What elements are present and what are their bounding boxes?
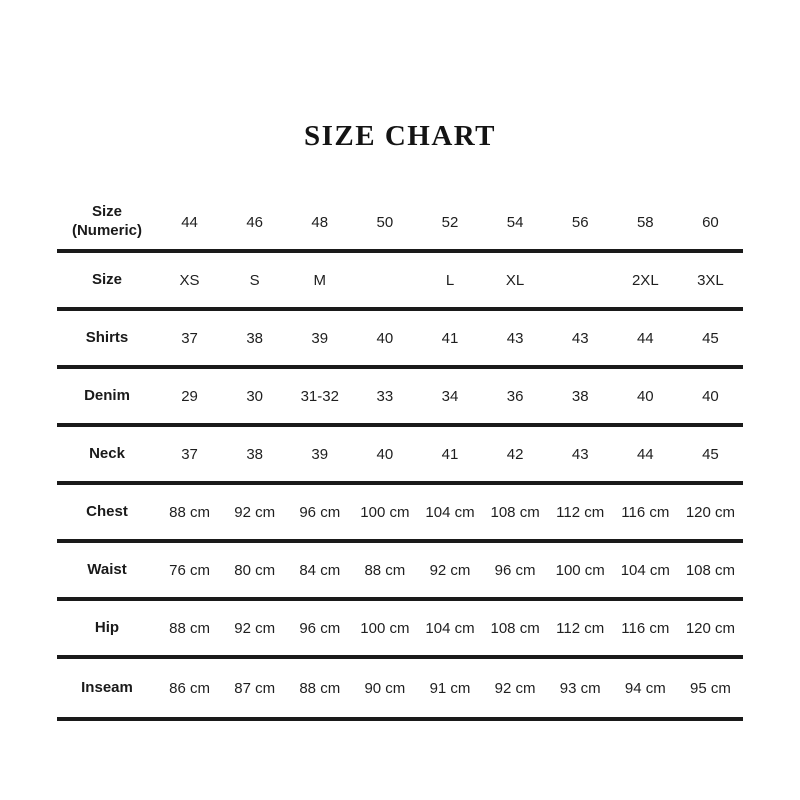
page-title: SIZE CHART <box>303 120 497 152</box>
table-row <box>57 369 743 427</box>
row-label: Inseam <box>81 678 133 696</box>
table-cell: 36 <box>506 387 524 405</box>
table-cell: 43 <box>506 329 524 347</box>
table-cell: 3XL <box>697 271 724 289</box>
table-cell: 38 <box>246 329 263 347</box>
table-row <box>57 543 743 601</box>
table-cell: 104 cm <box>425 503 475 521</box>
table-cell: 80 cm <box>234 561 276 579</box>
table-cell: 50 <box>376 213 394 231</box>
table-cell: 44 <box>636 445 654 463</box>
table-cell: 39 <box>311 445 329 463</box>
table-cell: 92 cm <box>234 503 276 521</box>
table-cell: 112 cm <box>556 503 605 521</box>
table-cell: 31-32 <box>300 387 339 405</box>
table-cell: 87 cm <box>234 679 276 697</box>
table-cell: 38 <box>571 387 589 405</box>
table-cell: 56 <box>571 213 589 231</box>
table-cell: 52 <box>441 213 459 231</box>
table-cell: 108 cm <box>685 561 736 579</box>
table-cell: 93 cm <box>559 679 601 697</box>
table-cell: 43 <box>571 329 589 347</box>
table-cell: XL <box>505 271 525 289</box>
table-cell: 40 <box>702 387 719 405</box>
table-cell: 88 cm <box>299 679 341 697</box>
table-cell: 2XL <box>631 271 659 289</box>
row-label: Hip <box>94 618 120 636</box>
table-cell: S <box>249 271 260 289</box>
table-cell: 108 cm <box>490 503 540 521</box>
table-cell: 96 cm <box>299 503 341 521</box>
table-cell: 40 <box>376 445 394 463</box>
table-cell: 43 <box>571 445 589 463</box>
table-cell: 91 cm <box>429 679 471 697</box>
table-cell: 48 <box>311 213 329 231</box>
table-cell: 116 cm <box>621 503 670 521</box>
table-cell: 34 <box>441 387 459 405</box>
table-cell: 100 cm <box>360 619 410 637</box>
table-cell: 33 <box>376 387 394 405</box>
table-cell: 54 <box>506 213 524 231</box>
table-cell: 108 cm <box>490 619 540 637</box>
table-cell: 120 cm <box>685 619 736 637</box>
table-cell: 44 <box>181 213 198 231</box>
table-cell: 88 cm <box>364 561 406 579</box>
table-cell: 40 <box>636 387 654 405</box>
table-cell: 112 cm <box>556 619 605 637</box>
table-cell: 41 <box>441 445 459 463</box>
table-cell: 45 <box>702 329 719 347</box>
table-cell: 96 cm <box>299 619 341 637</box>
table-cell: 76 cm <box>169 561 210 579</box>
table-cell: 90 cm <box>364 679 406 697</box>
table-row <box>57 253 743 311</box>
row-label: Chest <box>86 502 128 520</box>
table-cell: 41 <box>441 329 459 347</box>
table-row <box>57 485 743 543</box>
table-cell: 116 cm <box>621 619 670 637</box>
table-row <box>57 311 743 369</box>
table-cell: 37 <box>181 445 198 463</box>
table-cell: 92 cm <box>234 619 276 637</box>
table-cell: 40 <box>376 329 394 347</box>
table-row <box>57 659 743 721</box>
table-cell: 88 cm <box>169 503 210 521</box>
table-cell: 100 cm <box>555 561 605 579</box>
table-cell: 45 <box>702 445 719 463</box>
table-cell: 60 <box>702 213 719 231</box>
table-cell: 104 cm <box>620 561 670 579</box>
row-label: Denim <box>84 386 130 404</box>
table-cell: L <box>445 271 455 289</box>
table-cell: 39 <box>311 329 329 347</box>
table-cell: XS <box>179 271 200 289</box>
table-cell: 96 cm <box>494 561 536 579</box>
table-cell: 30 <box>246 387 263 405</box>
table-cell: 92 cm <box>494 679 536 697</box>
table-cell: 100 cm <box>360 503 410 521</box>
table-cell: 88 cm <box>169 619 210 637</box>
table-cell: 58 <box>636 213 654 231</box>
table-cell: 104 cm <box>425 619 475 637</box>
table-cell: 120 cm <box>685 503 736 521</box>
row-label: Size (Numeric) <box>71 203 142 239</box>
table-cell: 92 cm <box>429 561 471 579</box>
table-cell: 95 cm <box>690 679 731 697</box>
table-row <box>57 601 743 659</box>
table-cell: M <box>313 271 327 289</box>
table-row <box>57 195 743 253</box>
row-label: Neck <box>89 444 125 462</box>
table-cell: 46 <box>246 213 263 231</box>
table-cell: 37 <box>181 329 198 347</box>
size-chart-table <box>57 195 743 721</box>
table-row <box>57 427 743 485</box>
table-cell: 38 <box>246 445 263 463</box>
table-cell: 94 cm <box>624 679 666 697</box>
table-cell: 86 cm <box>169 679 210 697</box>
table-cell: 84 cm <box>299 561 341 579</box>
row-label: Shirts <box>85 328 129 346</box>
table-cell: 29 <box>181 387 198 405</box>
table-cell: 42 <box>506 445 524 463</box>
table-cell: 44 <box>636 329 654 347</box>
row-label: Waist <box>87 560 127 578</box>
row-label: Size <box>91 270 122 288</box>
